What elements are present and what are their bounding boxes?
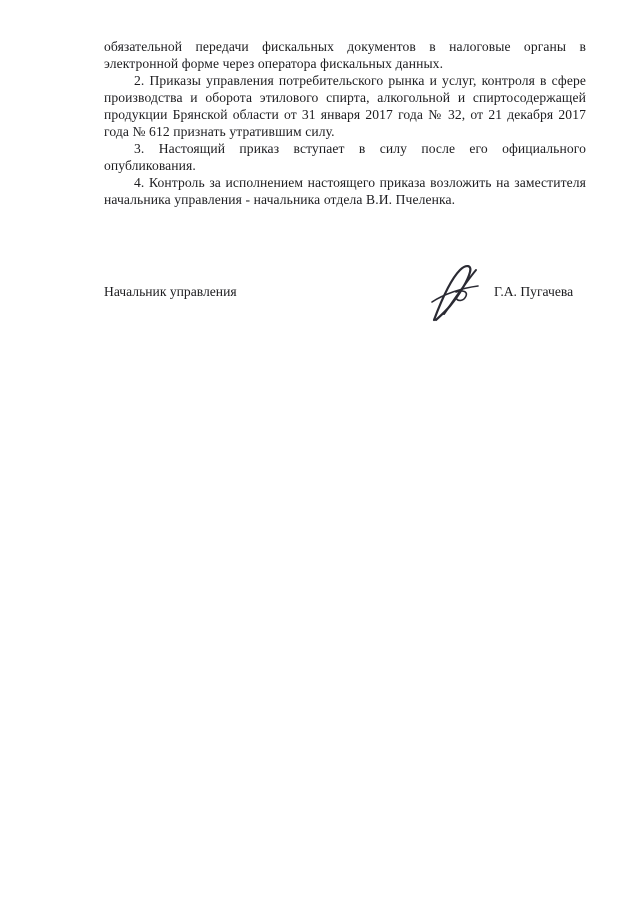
paragraph: 3. Настоящий приказ вступает в силу после его официального опубликования. <box>104 141 586 173</box>
signature-icon <box>422 262 486 326</box>
signer-title: Начальник управления <box>104 284 237 299</box>
paragraph: 2. Приказы управления потребительского рынка и услуг, контроля в сфере производства и оборота этилового спирта, алкогольной и спиртосодержащей продукции Брянской области от 31 января 2017 года № 32, от 21 декабря 2017 года № 612 признать утратившим силу. <box>104 73 586 139</box>
paragraph: 4. Контроль за исполнением настоящего приказа возложить на заместителя начальника управления - начальника отдела В.И. Пчеленка. <box>104 175 586 207</box>
signature-block <box>104 262 586 332</box>
signer-name: Г.А. Пугачева <box>494 284 574 299</box>
paragraph: обязательной передачи фискальных документов в налоговые органы в электронной форме через оператора фискальных данных. <box>104 39 586 71</box>
body-text <box>104 38 586 208</box>
